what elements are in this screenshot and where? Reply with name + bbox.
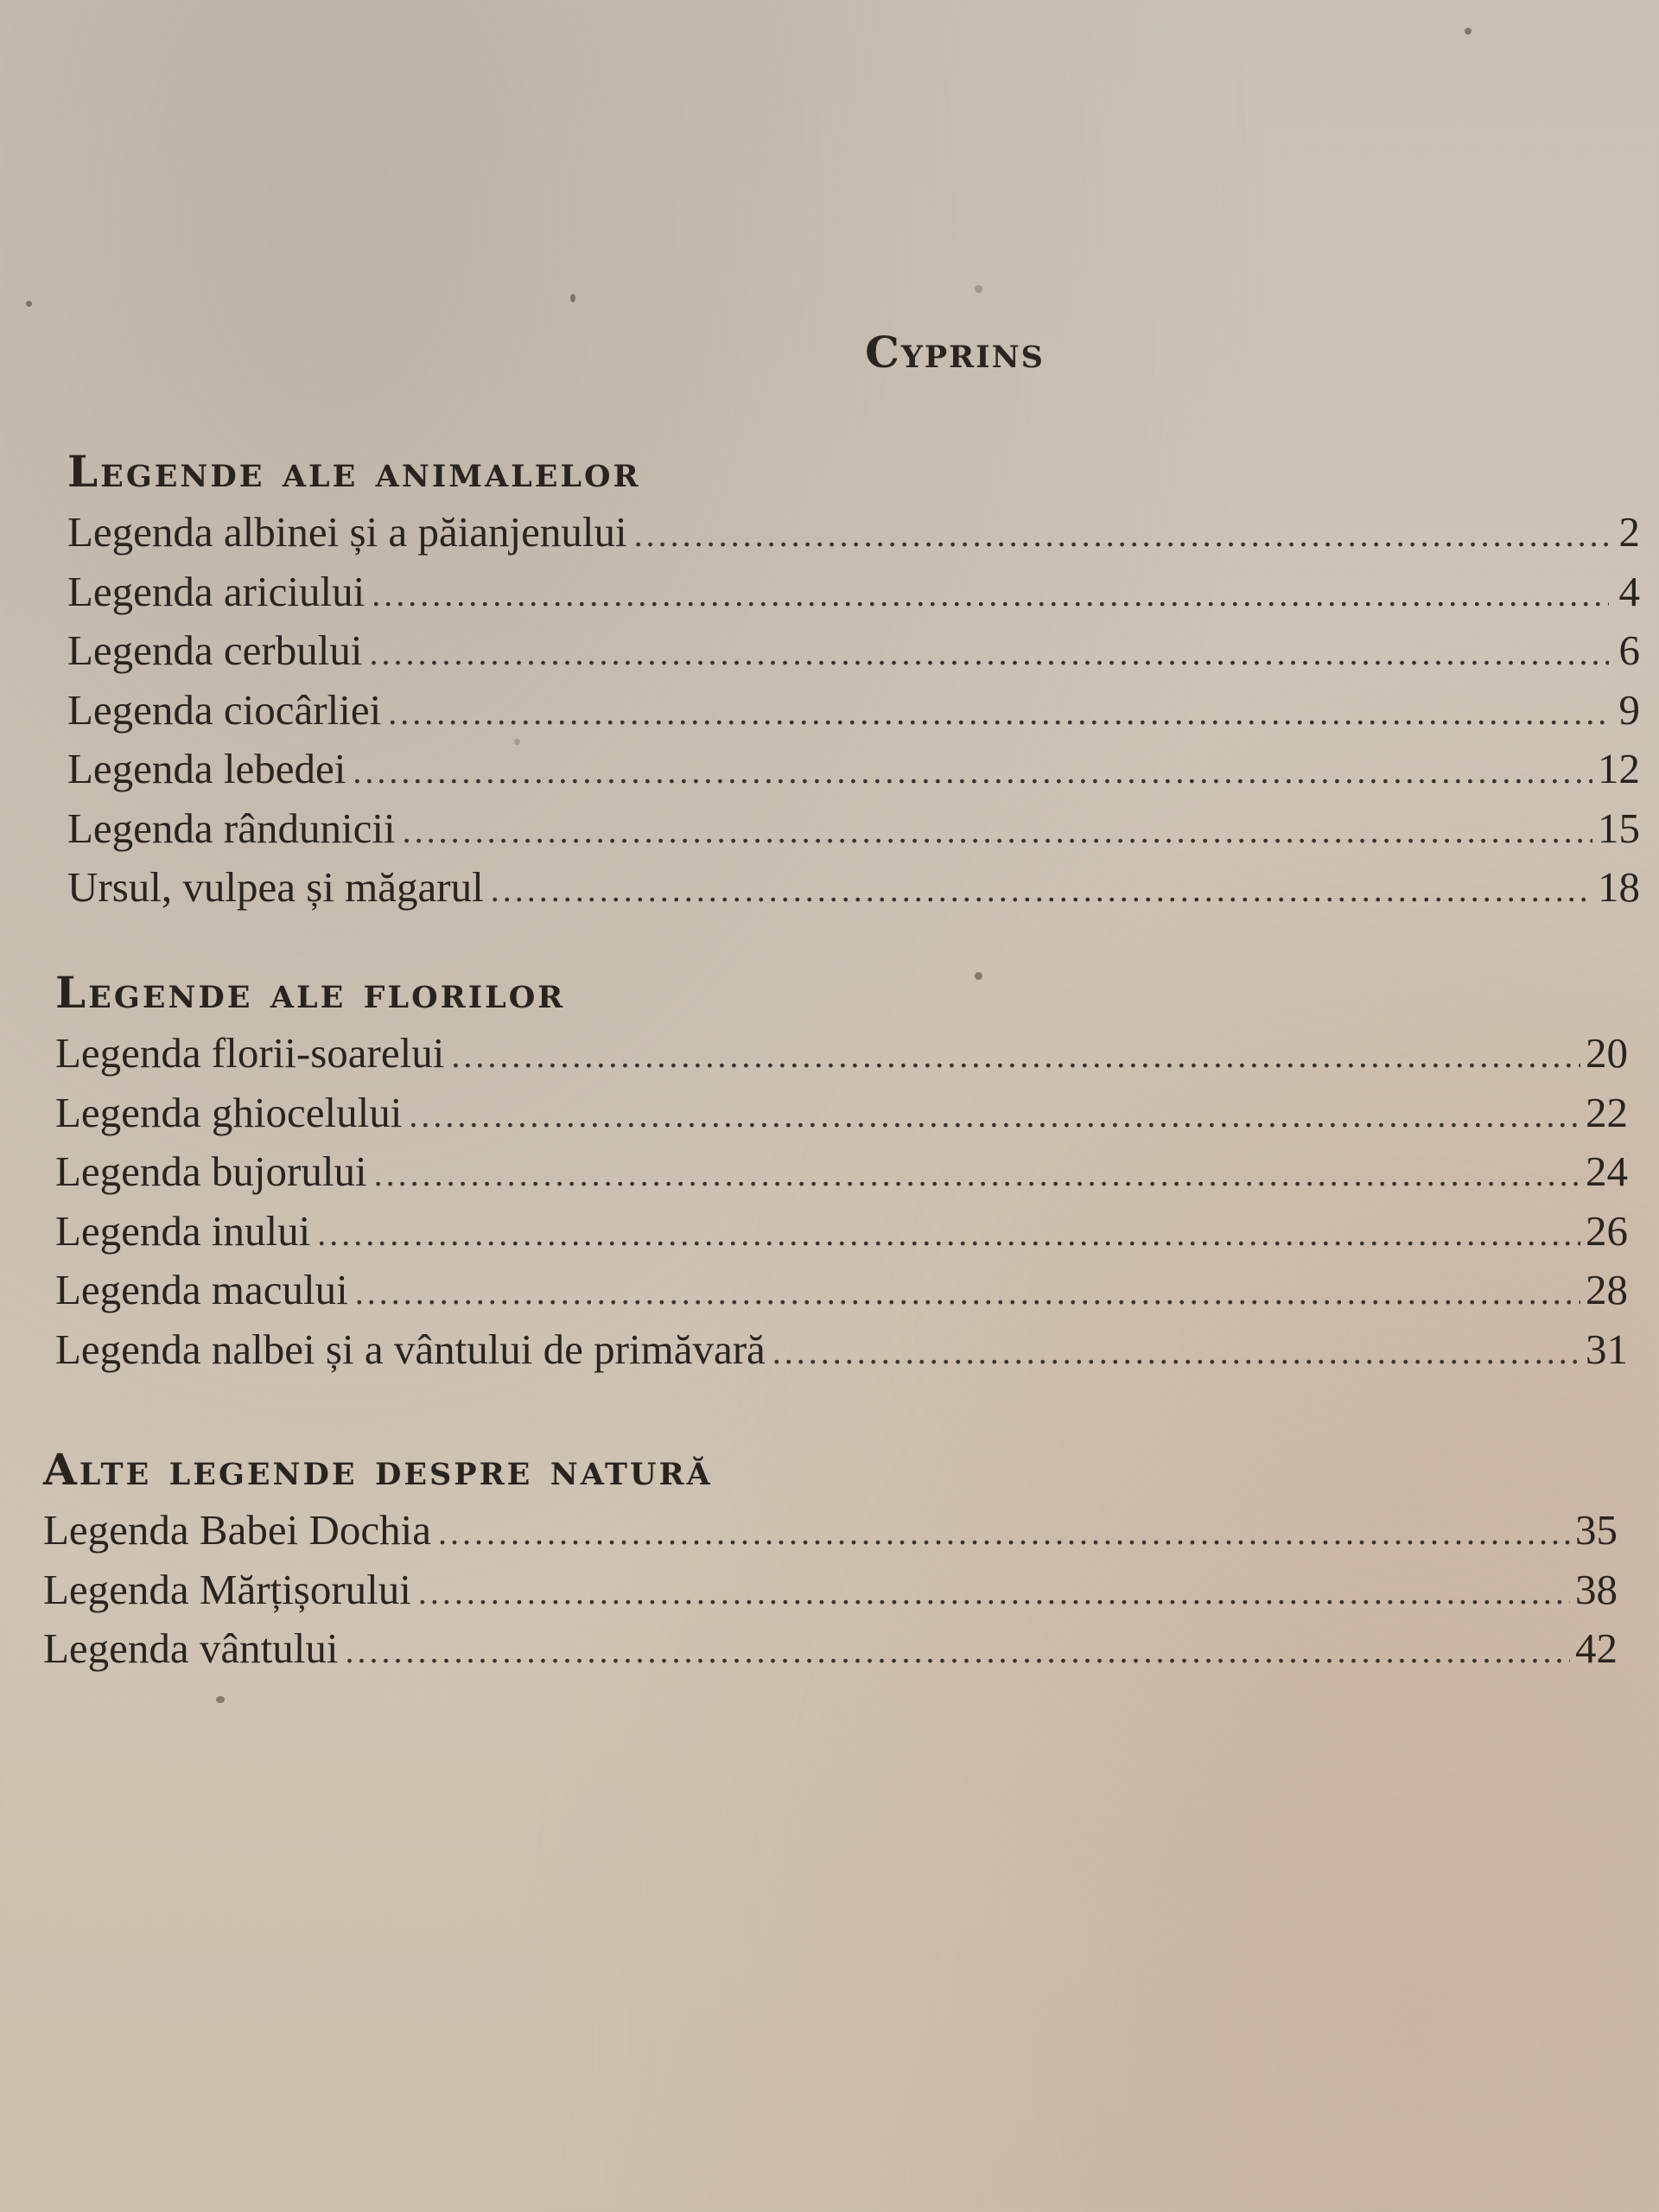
toc-entry[interactable] [67, 563, 1640, 622]
toc-entry[interactable] [55, 1202, 1628, 1262]
toc-entry[interactable] [67, 740, 1640, 799]
entry-title: Legenda ariciului [67, 567, 365, 615]
entry-page-number: 35 [1575, 1506, 1618, 1554]
dot-leader [451, 1027, 1580, 1085]
section-heading: Legende ale animalelor [67, 446, 641, 497]
dot-leader [372, 565, 1609, 624]
dot-leader [418, 1563, 1570, 1622]
entry-title: Legenda lebedei [67, 745, 346, 792]
entry-title: Legenda inului [55, 1206, 311, 1255]
paper-speck [26, 301, 32, 307]
section-nature [43, 1439, 1618, 1679]
section-animals [67, 441, 1640, 918]
entry-title: Legenda macului [55, 1266, 348, 1313]
toc-entry[interactable] [67, 858, 1640, 918]
toc-entry[interactable] [43, 1501, 1618, 1560]
entry-page-number: 15 [1598, 804, 1640, 852]
entry-page-number: 22 [1586, 1088, 1628, 1136]
toc-entry[interactable] [67, 503, 1640, 563]
entry-page-number: 28 [1586, 1266, 1628, 1313]
entry-page-number: 24 [1586, 1147, 1628, 1195]
entry-title: Ursul, vulpea și măgarul [67, 863, 484, 911]
paper-speck [216, 1696, 225, 1703]
section-heading: Legende ale florilor [55, 967, 566, 1018]
dot-leader [388, 683, 1609, 742]
section-heading: Alte legende despre natură [43, 1444, 713, 1495]
dot-leader [403, 802, 1592, 861]
entry-page-number: 31 [1586, 1325, 1628, 1373]
dot-leader [491, 861, 1592, 919]
dot-leader [317, 1205, 1580, 1263]
entry-page-number: 26 [1586, 1206, 1628, 1255]
entry-title: Legenda ciocârliei [67, 685, 382, 734]
toc-entry[interactable] [55, 1261, 1628, 1320]
entry-page-number: 18 [1598, 863, 1640, 911]
dot-leader [409, 1086, 1580, 1145]
toc-entry[interactable] [67, 799, 1640, 859]
dot-leader [369, 624, 1609, 683]
entry-page-number: 4 [1618, 567, 1640, 615]
toc-entry[interactable] [67, 681, 1640, 741]
entry-page-number: 6 [1618, 626, 1640, 674]
section-flowers [55, 962, 1628, 1379]
dot-leader [346, 1622, 1570, 1681]
toc-entry[interactable] [55, 1320, 1628, 1380]
toc-entry[interactable] [55, 1084, 1628, 1143]
entry-title: Legenda cerbului [67, 626, 363, 674]
entry-page-number: 38 [1575, 1565, 1618, 1613]
page-title: Cyprins [865, 327, 1045, 378]
entry-title: Legenda Mărțișorului [43, 1565, 411, 1613]
dot-leader [438, 1503, 1570, 1562]
entry-page-number: 20 [1586, 1029, 1628, 1077]
paper-speck [975, 285, 982, 293]
toc-entry[interactable] [67, 621, 1640, 681]
entry-page-number: 9 [1618, 685, 1640, 734]
dot-leader [355, 1263, 1580, 1322]
entry-title: Legenda rândunicii [67, 804, 396, 852]
entry-title: Legenda vântului [43, 1624, 339, 1672]
paper-speck [1465, 28, 1471, 35]
entry-title: Legenda Babei Dochia [43, 1506, 431, 1554]
toc-entry[interactable] [55, 1142, 1628, 1202]
dot-leader [772, 1323, 1580, 1382]
entry-title: Legenda bujorului [55, 1147, 367, 1195]
entry-title: Legenda nalbei și a vântului de primăvară [55, 1325, 766, 1373]
dot-leader [634, 505, 1609, 564]
entry-title: Legenda florii-soarelui [55, 1029, 445, 1077]
toc-entry[interactable] [43, 1560, 1618, 1620]
dot-leader [353, 742, 1592, 801]
toc-entry[interactable] [43, 1619, 1618, 1679]
dot-leader [374, 1145, 1580, 1204]
toc-entry[interactable] [55, 1024, 1628, 1084]
entry-page-number: 42 [1575, 1624, 1618, 1672]
paper-speck [570, 294, 575, 302]
entry-page-number: 2 [1618, 508, 1640, 556]
entry-title: Legenda ghiocelului [55, 1088, 403, 1136]
entry-title: Legenda albinei și a păianjenului [67, 508, 627, 556]
entry-page-number: 12 [1598, 745, 1640, 792]
